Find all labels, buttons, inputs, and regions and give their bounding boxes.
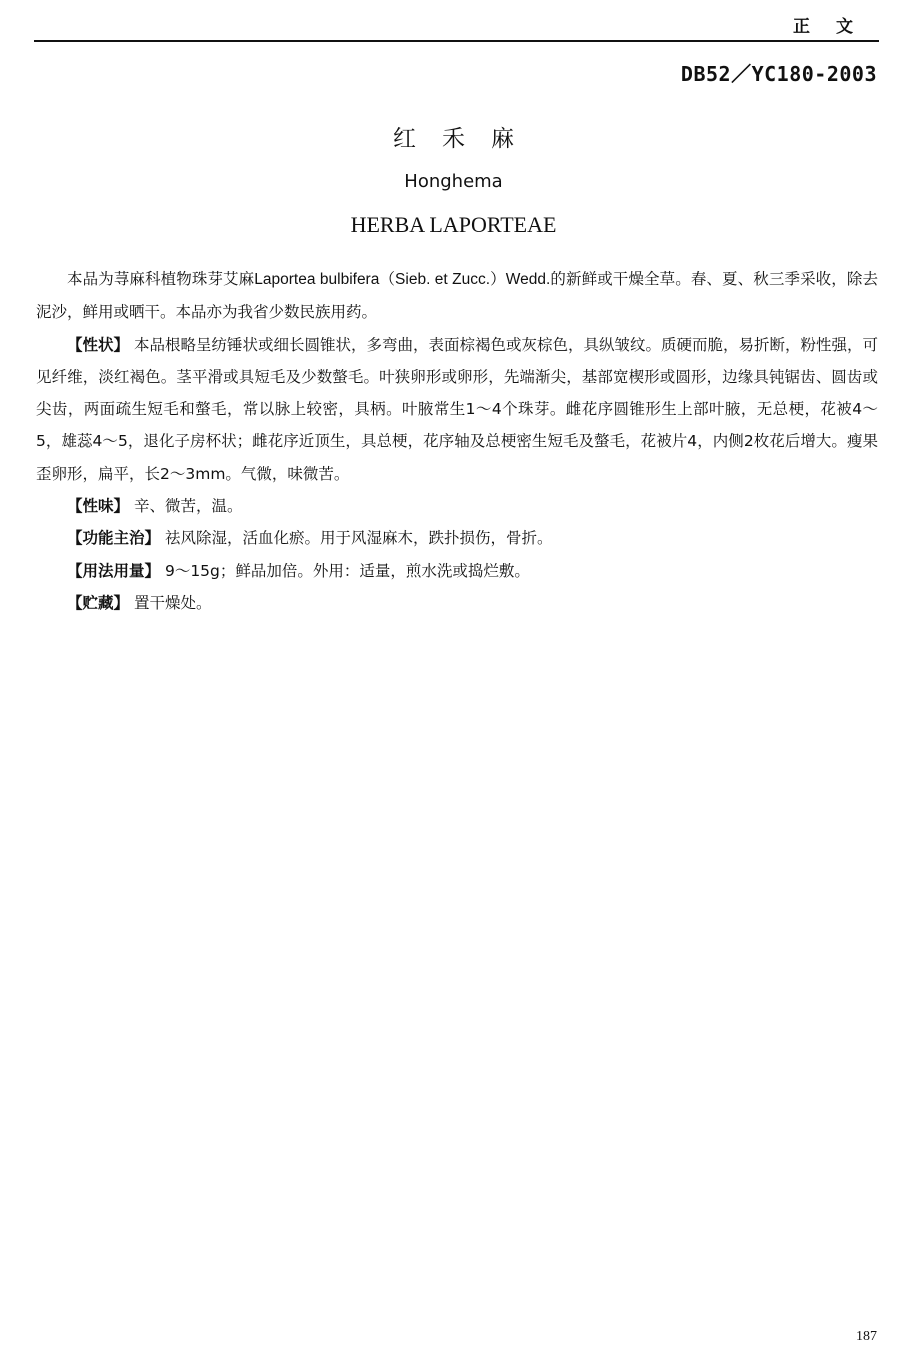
section-dosage — [36, 555, 878, 587]
title-chinese: 红禾麻 — [393, 126, 540, 152]
latin-species-name: Laportea bulbifera（Sieb. et Zucc.）Wedd. — [254, 271, 551, 288]
section-storage — [36, 587, 878, 619]
section-header: 正文 — [793, 17, 879, 37]
title-latin: HERBA LAPORTEAE — [350, 212, 557, 237]
section-text-taste: 辛、微苦，温。 — [133, 497, 243, 516]
section-label-storage: 【贮藏】 — [67, 593, 130, 612]
section-text-functions: 祛风除湿，活血化瘀。用于风湿麻木，跌扑损伤，骨折。 — [164, 529, 553, 548]
section-description — [36, 329, 878, 490]
section-text-storage: 置干燥处。 — [133, 593, 212, 612]
section-taste — [36, 490, 878, 522]
section-label-taste: 【性味】 — [67, 497, 130, 516]
intro-text-2: 的新鲜或干燥全草。春、夏、秋三季采收，除去泥沙，鲜用或晒干。本品亦为我省少数民族用药。 — [36, 270, 878, 322]
section-functions — [36, 522, 878, 554]
section-label-dosage: 【用法用量】 — [67, 561, 161, 580]
section-label-functions: 【功能主治】 — [67, 529, 161, 548]
monograph-body — [36, 263, 878, 619]
standard-code: DB52／YC180-2003 — [680, 62, 877, 86]
section-text-dosage: 9～15g；鲜品加倍。外用：适量，煎水洗或捣烂敷。 — [164, 561, 530, 580]
section-label-description: 【性状】 — [67, 335, 130, 354]
intro-text-1: 本品为荨麻科植物珠芽艾麻 — [67, 270, 255, 288]
section-text-description: 本品根略呈纺锤状或细长圆锥状，多弯曲，表面棕褐色或灰棕色，具纵皱纹。质硬而脆，易折断，粉性强，可见纤维，淡红褐色。茎平滑或具短毛及少数螫毛。叶狭卵形或卵形，先端渐尖，基部宽楔形或圆形，边缘具钝锯齿、圆齿或尖齿，两面疏生短毛和螫毛，常以脉上较密，具柄。叶腋常生1～4个珠芽。雌花序圆锥形生上部叶腋，无总梗，花被4～5，雄蕊4～5，退化子房杯状；雌花序近顶生，具总梗，花序轴及总梗密生短毛及螫毛，花被片4，内侧2枚花后增大。瘦果歪卵形，扁平，长2～3mm。气微，味微苦。 — [36, 335, 878, 483]
page-number: 187 — [856, 1329, 877, 1344]
header-rule — [34, 40, 879, 42]
intro-paragraph — [36, 263, 878, 329]
title-pinyin: Honghema — [404, 171, 503, 192]
